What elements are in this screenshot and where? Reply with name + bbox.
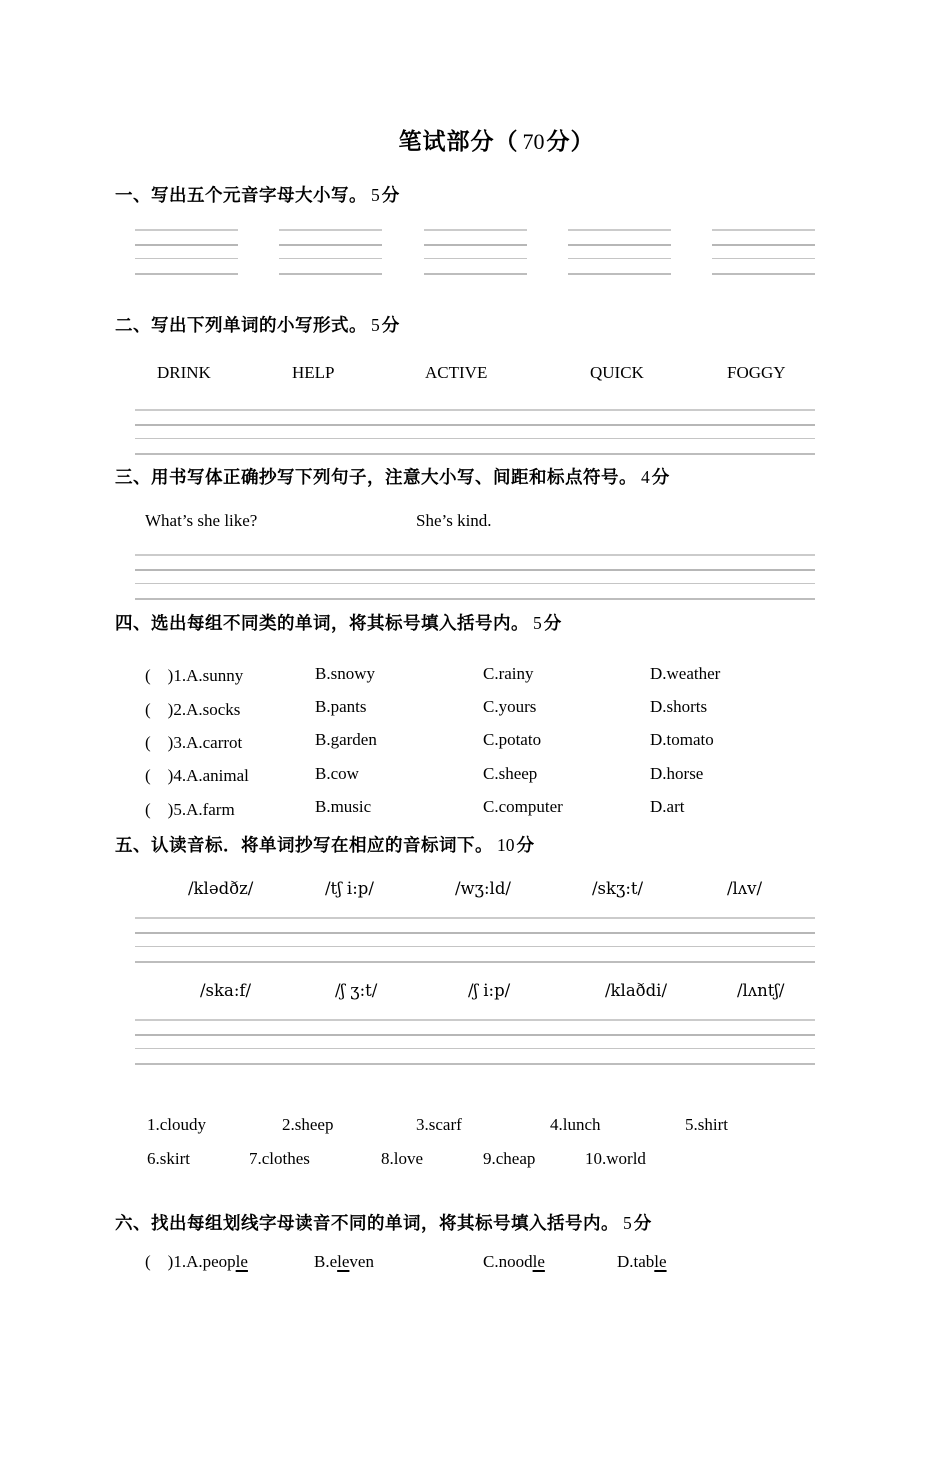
section-3-heading-text: 三、用书写体正确抄写下列句子，注意大小写、间距和标点符号。 — [115, 467, 637, 487]
phonetic-symbol: /ʃ i:p/ — [468, 980, 511, 1000]
option-a-cell — [145, 1249, 314, 1275]
option-a: 1.A.sunny — [173, 666, 244, 686]
section-4-score-unit: 分 — [543, 613, 562, 633]
writing-line — [135, 961, 815, 963]
answer-bracket: ( ) — [145, 766, 174, 786]
classify-question-row — [145, 791, 878, 824]
vowel-writing-grid — [568, 229, 671, 275]
writing-line — [279, 258, 382, 259]
section-5-score-number: 10 — [497, 834, 515, 855]
section-5-heading-text: 五、认读音标．将单词抄写在相应的音标词下。 — [115, 834, 493, 855]
option-a-cell — [145, 795, 315, 820]
section-4-score-number: 5 — [533, 613, 542, 633]
classify-question-row — [145, 657, 878, 690]
vowel-writing-grid — [279, 229, 382, 275]
wordbank-item: 8.love — [381, 1148, 424, 1168]
phonetic-symbol: /klaðdi/ — [605, 980, 668, 1000]
writing-line — [135, 554, 815, 556]
option-b-post: ven — [349, 1251, 374, 1271]
sentence-answer: She’s kind. — [416, 511, 492, 530]
section-1-score-unit: 分 — [381, 185, 400, 205]
page-title — [115, 126, 878, 157]
option-d: D.horse — [650, 763, 704, 783]
section-3-score-number: 4 — [641, 467, 650, 487]
section-5-score-unit: 分 — [516, 834, 535, 855]
uppercase-word: FOGGY — [727, 363, 786, 382]
phonetic-symbol: /tʃ i:p/ — [325, 878, 374, 898]
uppercase-word: DRINK — [157, 363, 211, 382]
classify-question-row — [145, 724, 878, 757]
writing-line — [568, 244, 671, 246]
writing-line — [135, 438, 815, 439]
phonetic-symbol: /ʃ ʒ:t/ — [335, 980, 378, 1000]
section-6-score-number: 5 — [623, 1212, 632, 1233]
writing-line — [135, 1063, 815, 1065]
option-d-pre: D.tab — [617, 1251, 655, 1271]
option-d-underlined: le — [654, 1251, 667, 1271]
phonetic-symbol: /klədðz/ — [188, 878, 254, 898]
option-d: D.weather — [650, 663, 721, 683]
vowel-writing-grid — [712, 229, 815, 275]
section-1-heading — [115, 183, 878, 207]
exam-paper-page — [0, 126, 950, 1275]
option-a-cell — [145, 761, 315, 786]
option-c-underlined: le — [532, 1251, 545, 1271]
page-title-post: 分） — [546, 128, 595, 154]
writing-line — [424, 229, 527, 231]
answer-bracket: ( ) — [145, 732, 174, 752]
writing-line — [424, 244, 527, 246]
vowel-writing-grid — [135, 229, 238, 275]
writing-line — [135, 583, 815, 584]
wordbank-item: 3.scarf — [416, 1114, 462, 1134]
writing-grid — [135, 1019, 815, 1065]
writing-line — [135, 1048, 815, 1049]
writing-line — [135, 409, 815, 411]
classify-question-row — [145, 757, 878, 790]
option-c: C.sheep — [483, 763, 538, 783]
writing-grid — [135, 917, 815, 963]
writing-line — [135, 598, 815, 600]
writing-grid — [135, 554, 815, 600]
writing-line — [279, 244, 382, 246]
uppercase-word: HELP — [292, 363, 335, 382]
section-5-heading — [115, 833, 878, 857]
uppercase-word-list — [157, 361, 878, 385]
section-4-heading — [115, 611, 878, 635]
page-title-score-number: 70 — [522, 129, 545, 154]
writing-line — [568, 229, 671, 231]
section-6-heading — [115, 1211, 878, 1235]
option-b: B.music — [315, 797, 372, 817]
uppercase-word: ACTIVE — [425, 363, 488, 382]
option-c: C.potato — [483, 730, 542, 750]
copy-sentences — [145, 509, 878, 533]
option-a-cell — [145, 661, 315, 686]
writing-line — [712, 258, 815, 259]
writing-line — [135, 273, 238, 275]
writing-line — [135, 932, 815, 934]
wordbank-item: 5.shirt — [685, 1114, 728, 1134]
pronunciation-question-row — [145, 1249, 878, 1275]
writing-line — [135, 229, 238, 231]
section-4-heading-text: 四、选出每组不同类的单词，将其标号填入括号内。 — [115, 613, 529, 633]
wordbank-item: 4.lunch — [550, 1114, 601, 1134]
option-b-cell — [314, 1249, 483, 1275]
option-c-pre: C.nood — [483, 1251, 533, 1271]
option-b: B.pants — [315, 697, 367, 717]
classify-questions — [145, 657, 878, 824]
phonetic-symbol: /lʌntʃ/ — [737, 980, 785, 1000]
writing-line — [135, 424, 815, 426]
option-c: C.rainy — [483, 663, 534, 683]
writing-line — [712, 229, 815, 231]
wordbank-row-1 — [147, 1113, 878, 1137]
writing-line — [712, 244, 815, 246]
option-d: D.tomato — [650, 730, 714, 750]
wordbank-item: 1.cloudy — [147, 1114, 207, 1134]
writing-line — [279, 229, 382, 231]
phonetics-row-2 — [200, 979, 878, 1003]
wordbank-item: 9.cheap — [483, 1148, 536, 1168]
option-a-cell — [145, 695, 315, 720]
uppercase-word: QUICK — [590, 363, 644, 382]
writing-line — [135, 244, 238, 246]
writing-line — [424, 273, 527, 275]
section-2-score-unit: 分 — [381, 315, 400, 335]
writing-grid — [135, 409, 815, 455]
answer-bracket: ( ) — [145, 799, 174, 819]
wordbank-item: 10.world — [585, 1148, 646, 1168]
option-a: 4.A.animal — [173, 766, 249, 786]
writing-line — [712, 273, 815, 275]
section-6-score-unit: 分 — [633, 1212, 652, 1233]
answer-bracket: ( ) — [145, 1251, 174, 1271]
option-b: B.garden — [315, 730, 377, 750]
option-a-cell — [145, 728, 315, 753]
writing-line — [135, 453, 815, 455]
option-a-underlined: le — [235, 1251, 248, 1271]
writing-line — [135, 1019, 815, 1021]
section-1-score-number: 5 — [371, 185, 380, 205]
writing-line — [135, 569, 815, 571]
vowel-writing-grid — [424, 229, 527, 275]
answer-bracket: ( ) — [145, 666, 174, 686]
wordbank-item: 7.clothes — [249, 1148, 310, 1168]
option-d-cell — [617, 1249, 878, 1275]
wordbank-row-2 — [147, 1147, 878, 1171]
option-c: C.computer — [483, 797, 563, 817]
writing-line — [135, 917, 815, 919]
option-a-pre: A.peop — [186, 1251, 236, 1271]
option-c-cell — [483, 1249, 617, 1275]
phonetic-symbol: /wʒ:ld/ — [455, 878, 511, 898]
page-title-pre: 笔试部分（ — [398, 128, 519, 154]
phonetic-symbol: /skʒ:t/ — [592, 878, 644, 898]
phonetic-symbol: /ska:f/ — [200, 980, 252, 1000]
classify-question-row — [145, 690, 878, 723]
phonetic-symbol: /lʌv/ — [727, 878, 763, 898]
section-3-score-unit: 分 — [651, 467, 670, 487]
section-3-heading — [115, 465, 878, 489]
writing-line — [424, 258, 527, 259]
section-2-score-number: 5 — [371, 315, 380, 335]
option-b: B.cow — [315, 763, 359, 783]
section-1-heading-text: 一、写出五个元音字母大小写。 — [115, 185, 367, 205]
writing-line — [279, 273, 382, 275]
option-a: 2.A.socks — [173, 699, 241, 719]
option-c: C.yours — [483, 697, 537, 717]
answer-bracket: ( ) — [145, 699, 174, 719]
option-d: D.shorts — [650, 697, 708, 717]
sentence-question: What’s she like? — [145, 511, 258, 530]
section-6-heading-text: 六、找出每组划线字母读音不同的单词，将其标号填入括号内。 — [115, 1212, 619, 1233]
writing-line — [568, 273, 671, 275]
writing-line — [135, 946, 815, 947]
writing-line — [135, 258, 238, 259]
option-b-underlined: le — [337, 1251, 350, 1271]
writing-line — [135, 1034, 815, 1036]
option-d: D.art — [650, 797, 685, 817]
option-a: 5.A.farm — [173, 799, 235, 819]
phonetics-row-1 — [188, 877, 878, 901]
wordbank-item: 6.skirt — [147, 1148, 190, 1168]
option-a: 3.A.carrot — [173, 732, 243, 752]
writing-line — [568, 258, 671, 259]
question-number: 1. — [173, 1251, 187, 1271]
wordbank-item: 2.sheep — [282, 1114, 334, 1134]
option-b-pre: B.e — [314, 1251, 338, 1271]
section-2-heading-text: 二、写出下列单词的小写形式。 — [115, 315, 367, 335]
section-2-heading — [115, 313, 878, 337]
option-b: B.snowy — [315, 663, 375, 683]
vowel-writing-grids — [135, 229, 815, 275]
